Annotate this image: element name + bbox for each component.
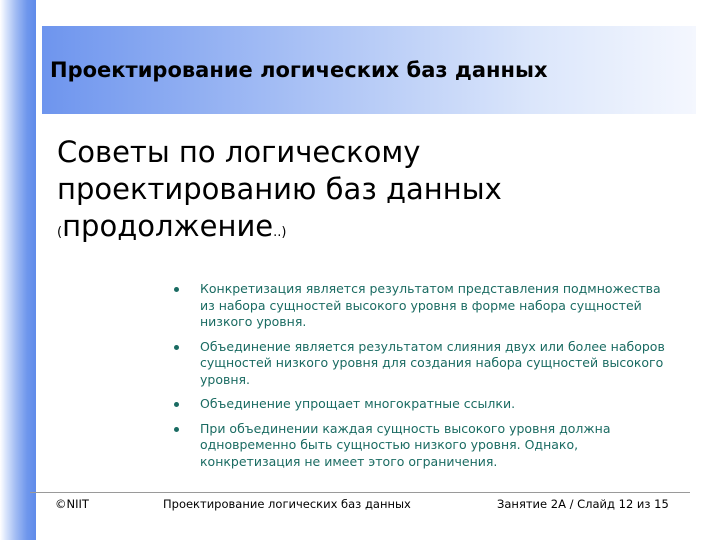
bullet-text: Объединение упрощает многократные ссылки. — [200, 396, 516, 411]
bullet-dot — [174, 427, 179, 432]
subtitle-line-3 — [57, 208, 657, 251]
subtitle-open-paren: ( — [57, 225, 63, 240]
bullet-item — [170, 396, 670, 413]
bullet-list — [170, 281, 670, 478]
subtitle-continuation: продолжение — [62, 209, 274, 243]
subtitle-close: ..) — [273, 225, 287, 240]
bullet-text: Объединение является результатом слияния двух или более наборов сущностей низкого уровня для создания набора сущностей высокого уровня. — [200, 338, 665, 387]
left-decorative-bar — [0, 0, 36, 540]
bullet-item — [170, 281, 670, 331]
subtitle-line-2: проектированию баз данных — [57, 172, 502, 206]
footer-divider — [30, 492, 690, 493]
bullet-dot — [174, 402, 179, 407]
footer-course-title: Проектирование логических баз данных — [163, 497, 411, 511]
footer-copyright: ©NIIT — [55, 497, 89, 511]
bullet-text: Конкретизация является результатом представления подмножества из набора сущностей высокого уровня в форме набора сущностей низкого уровня. — [200, 281, 661, 329]
slide-title: Проектирование логических баз данных — [50, 58, 548, 82]
bullet-item — [170, 421, 670, 471]
slide-subtitle — [57, 134, 657, 251]
subtitle-line-1: Советы по логическому — [57, 135, 421, 169]
bullet-dot — [174, 287, 179, 292]
footer-slide-info: Занятие 2A / Слайд 12 из 15 — [497, 497, 669, 511]
bullet-text: При объединении каждая сущность высокого уровня должна одновременно быть сущностью низкого уровня. Однако, конкретизация не имеет этого ограничения. — [200, 420, 611, 469]
bullet-dot — [174, 345, 179, 350]
bullet-item — [170, 339, 670, 389]
